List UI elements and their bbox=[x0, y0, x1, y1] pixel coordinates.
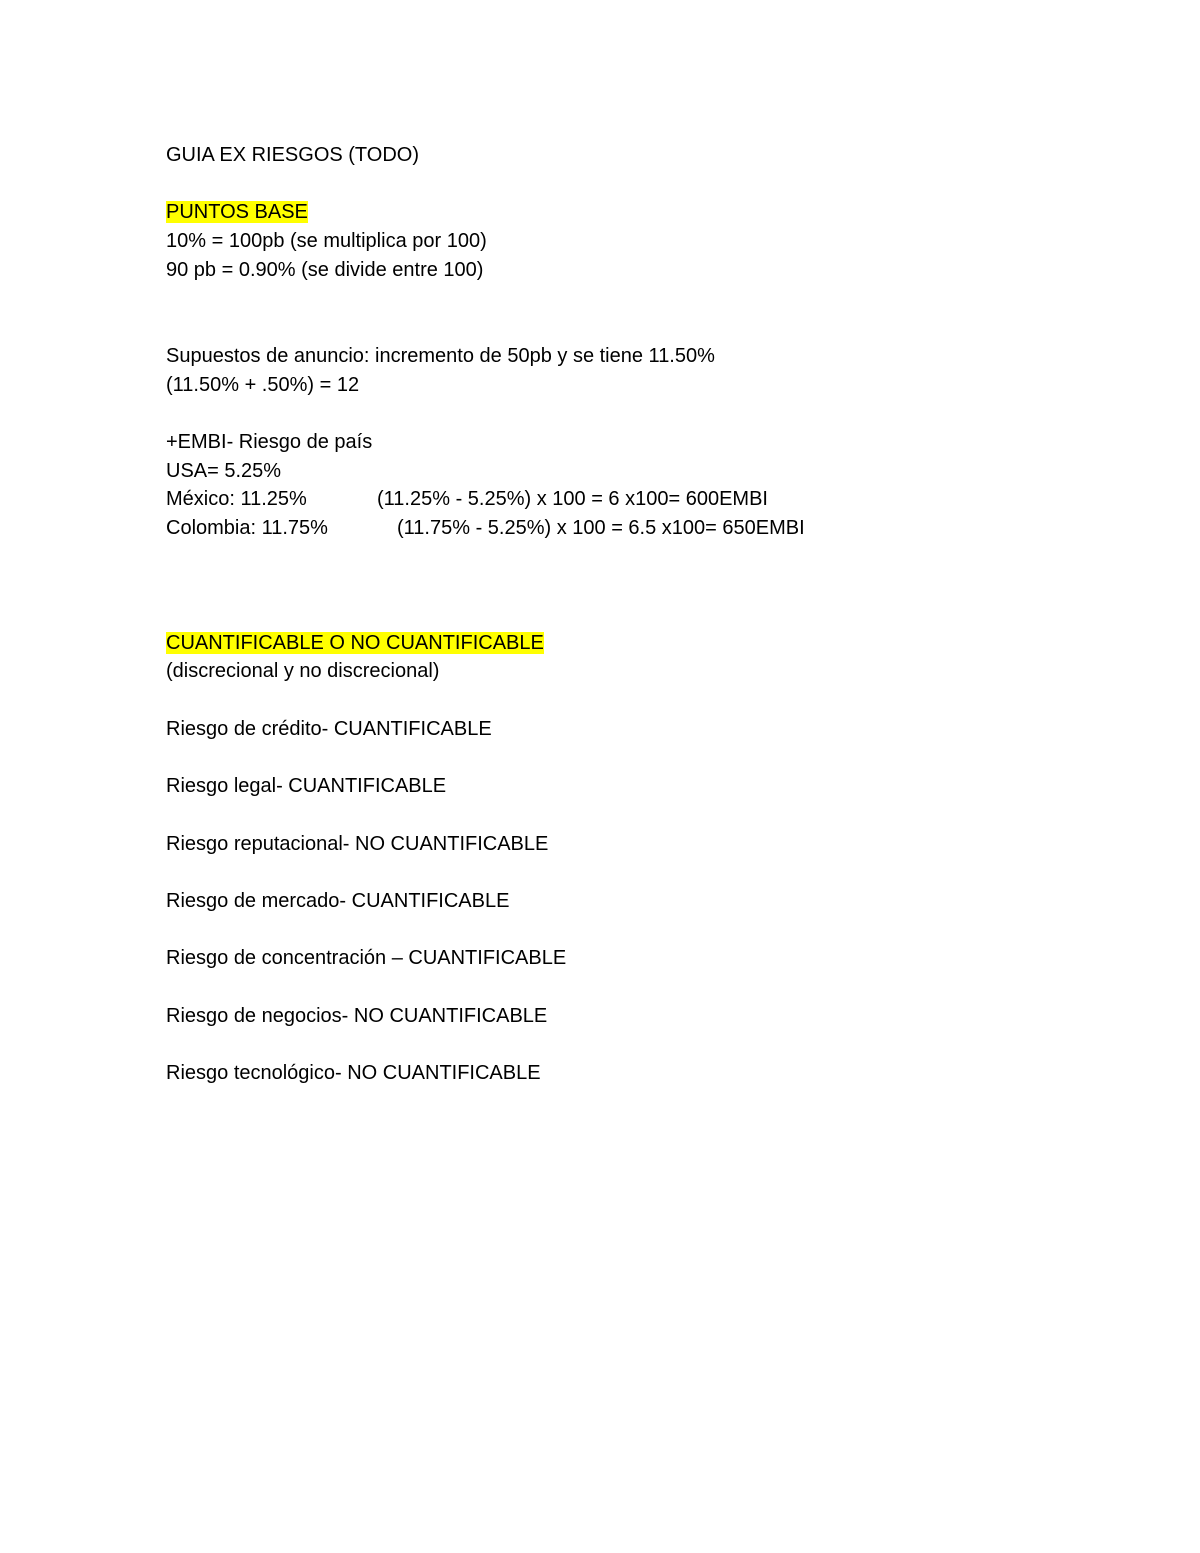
document-body bbox=[166, 141, 1066, 1088]
spacer bbox=[166, 571, 1066, 600]
cuantificable-heading: CUANTIFICABLE O NO CUANTIFICABLE bbox=[166, 631, 544, 654]
supuestos-line-2: (11.50% + .50%) = 12 bbox=[166, 373, 360, 396]
risk-item: Riesgo de crédito- CUANTIFICABLE bbox=[166, 717, 492, 740]
spacer bbox=[166, 858, 1066, 887]
spacer bbox=[166, 973, 1066, 1002]
embi-heading: +EMBI- Riesgo de país bbox=[166, 430, 373, 453]
embi-colombia-calc: (11.75% - 5.25%) x 100 = 6.5 x100= 650EMBI bbox=[397, 516, 805, 539]
spacer bbox=[166, 543, 1066, 572]
puntos-base-heading: PUNTOS BASE bbox=[166, 201, 308, 224]
spacer bbox=[166, 801, 1066, 830]
puntos-base-line-1: 10% = 100pb (se multiplica por 100) bbox=[166, 230, 487, 253]
risk-item: Riesgo legal- CUANTIFICABLE bbox=[166, 775, 447, 798]
spacer bbox=[166, 686, 1066, 715]
spacer bbox=[166, 916, 1066, 945]
risk-item: Riesgo de concentración – CUANTIFICABLE bbox=[166, 947, 567, 970]
spacer bbox=[166, 284, 1066, 313]
risk-item: Riesgo de mercado- CUANTIFICABLE bbox=[166, 889, 510, 912]
puntos-base-section bbox=[166, 198, 1066, 227]
spacer bbox=[166, 170, 1066, 199]
document-title: GUIA EX RIESGOS (TODO) bbox=[166, 144, 420, 166]
spacer bbox=[166, 313, 1066, 342]
embi-mexico-calc: (11.25% - 5.25%) x 100 = 6 x100= 600EMBI bbox=[377, 488, 768, 511]
risk-item: Riesgo tecnológico- NO CUANTIFICABLE bbox=[166, 1062, 541, 1084]
spacer bbox=[166, 600, 1066, 629]
spacer bbox=[166, 399, 1066, 428]
embi-mexico-row bbox=[166, 485, 1066, 514]
embi-colombia-label: Colombia: 11.75% bbox=[166, 516, 328, 539]
cuantificable-section bbox=[166, 629, 1066, 658]
spacer bbox=[166, 743, 1066, 772]
embi-mexico-label: México: 11.25% bbox=[166, 488, 307, 511]
risk-item: Riesgo de negocios- NO CUANTIFICABLE bbox=[166, 1004, 548, 1027]
supuestos-line-1: Supuestos de anuncio: incremento de 50pb y se tiene 11.50% bbox=[166, 344, 715, 367]
embi-colombia-row bbox=[166, 514, 1066, 543]
cuantificable-subheading: (discrecional y no discrecional) bbox=[166, 660, 440, 683]
embi-usa: USA= 5.25% bbox=[166, 459, 282, 482]
risk-item: Riesgo reputacional- NO CUANTIFICABLE bbox=[166, 832, 549, 855]
puntos-base-line-2: 90 pb = 0.90% (se divide entre 100) bbox=[166, 258, 484, 281]
spacer bbox=[166, 1030, 1066, 1059]
